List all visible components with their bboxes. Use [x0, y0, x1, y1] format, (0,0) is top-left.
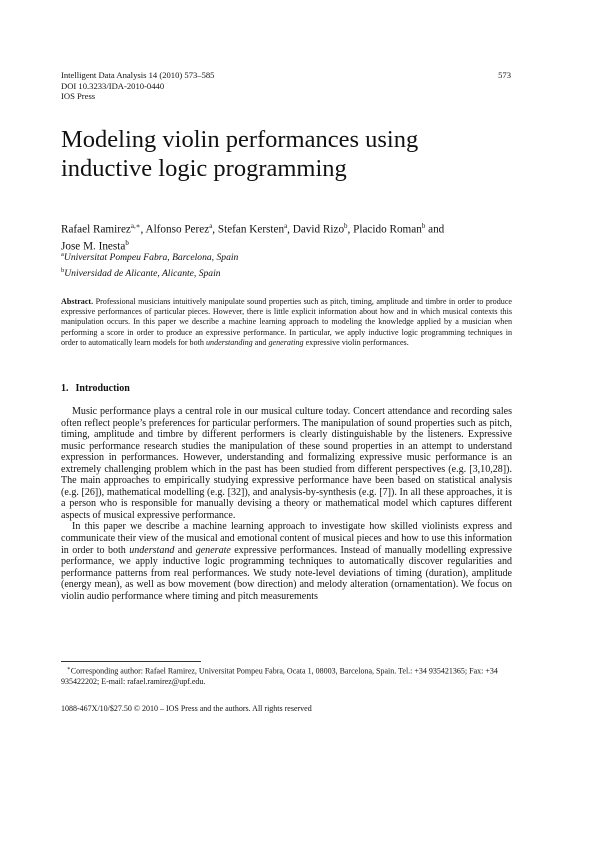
publisher: IOS Press	[61, 91, 96, 102]
footnote-mark: ∗	[67, 666, 71, 672]
footnote	[61, 664, 512, 688]
title-line-1: Modeling violin performances using	[61, 126, 419, 153]
abstract-text: expressive violin performances.	[303, 337, 409, 347]
author-name: , Alfonso Perez	[140, 223, 210, 236]
affiliations	[61, 249, 531, 280]
footnote-text: Corresponding author: Rafael Ramirez, Universitat Pompeu Fabra, Ocata 1, 08003, Barcelona, Spain. Tel.: +34 935421365; Fax: +34 935422202; E-mail: rafael.ramirez@upf.edu.	[61, 666, 498, 687]
affiliation	[61, 265, 531, 281]
author-affiliation-mark: a	[209, 222, 213, 230]
title-line-2: inductive logic programming	[61, 154, 347, 182]
affiliation-mark: b	[61, 266, 65, 274]
author-name: , Stefan Kersten	[212, 223, 285, 236]
author-affiliation-mark: b	[344, 222, 348, 230]
abstract-text: and	[252, 337, 269, 347]
paragraph-emphasis: generate	[195, 544, 231, 556]
doi: DOI 10.3233/IDA-2010-0440	[61, 80, 165, 91]
paragraph-emphasis: understand	[129, 544, 175, 556]
section-title: Introduction	[75, 383, 130, 394]
affiliation-mark: a	[61, 251, 64, 258]
paper-title	[61, 126, 531, 183]
affiliation-text: Universitat Pompeu Fabra, Barcelona, Spain	[63, 252, 239, 264]
author-affiliation-mark: b	[421, 222, 426, 230]
author-name: Rafael Ramirez	[61, 223, 131, 236]
paragraph	[61, 521, 512, 602]
affiliation	[61, 249, 531, 265]
copyright-line: 1088-467X/10/$27.50 © 2010 – IOS Press and the authors. All rights reserved	[61, 704, 312, 713]
author-conjunction: and	[425, 223, 445, 236]
abstract-emphasis: generating	[268, 337, 304, 347]
paragraph-text: and	[174, 544, 196, 556]
paragraph-text: In this paper we describe a machine learning approach to investigate how skilled violinists express and communicate their view of the musical and emotional content of musical pieces and how to use this information in order to both	[61, 521, 512, 556]
author-affiliation-mark: a,∗	[130, 222, 141, 230]
journal-citation: Intelligent Data Analysis 14 (2010) 573–585	[61, 70, 215, 80]
author-affiliation-mark: b	[125, 239, 129, 248]
author-affiliation-mark: a	[284, 222, 288, 230]
section-heading	[61, 383, 130, 394]
section-number: 1.	[61, 383, 69, 394]
affiliation-text: Universidad de Alicante, Alicante, Spain	[64, 267, 221, 279]
abstract-text: Professional musicians intuitively manipulate sound properties such as pitch, timing, amplitude and timbre in order to produce expressive performances of particular pieces. However, there is little explicit information about how and in which musical contexts this manipulation occurs. In this paper we describe a machine learning approach to modeling the knowledge applied by a musician when performing a score in order to produce an expressive performance. In particular, we apply inductive logic programming techniques in order to automatically learn models for both	[61, 297, 512, 347]
author-name: , David Rizo	[287, 223, 345, 236]
author-name: Jose M. Inesta	[61, 241, 126, 254]
author-name: , Placido Roman	[347, 223, 422, 236]
paragraph: Music performance plays a central role in our musical culture today. Concert attendance and recording sales often reflect people’s preferences for particular performers. The manipulation of sound properties such as pitch, timing, amplitude and timbre by different performers is clearly distinguishable by the listeners. Expressive music performance research studies the manipulation of these sound properties in an attempt to understand expression in performances. However, understanding and formalizing expressive music performance is an extremely challenging problem which in the past has been studied from different perspectives (e.g. [3,10,28]). The main approaches to empirically studying expressive performance have been based on statistical analysis (e.g. [26]), mathematical modelling (e.g. [32]), and analysis-by-synthesis (e.g. [7]). In all these approaches, it is a person who is responsible for manually devising a theory or mathematical model which captures different aspects of musical expressive performance.	[61, 406, 512, 521]
footnote-rule	[61, 661, 201, 662]
abstract-label: Abstract.	[61, 297, 94, 306]
abstract-emphasis: understanding	[205, 337, 253, 347]
abstract	[61, 297, 512, 348]
page-number: 573	[498, 70, 511, 80]
body-text	[61, 406, 512, 602]
paragraph-text: expressive performances. Instead of manually modelling expressive performance, we apply inductive logic programming techniques to automatically discover regularities and performance patterns from real performances. We study note-level deviations of timing (duration), amplitude (energy mean), as well as bow movement (bow direction) and melody alteration (ornamentation). We focus on violin audio performance where timing and pitch measurements	[61, 544, 512, 602]
journal-header	[61, 70, 214, 102]
